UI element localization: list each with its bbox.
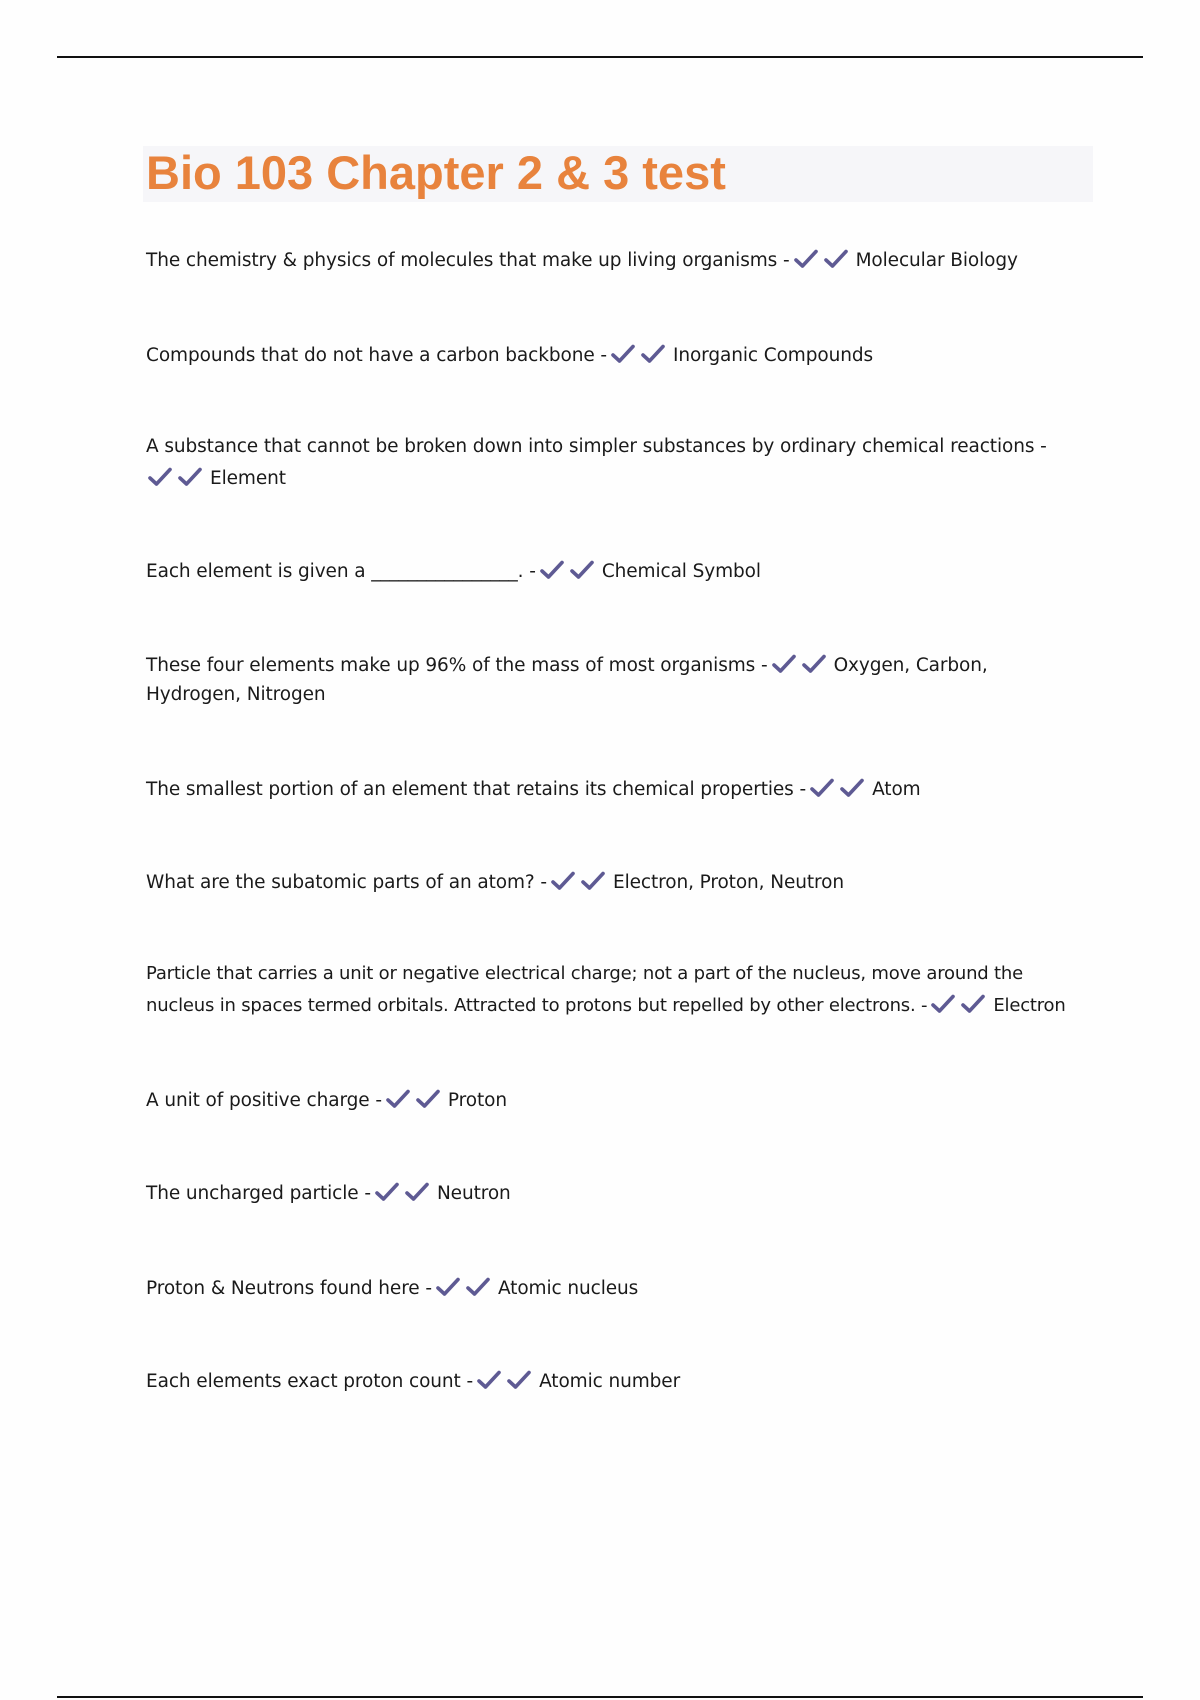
separator: - — [523, 561, 536, 582]
checkmark-icon — [581, 871, 605, 891]
checkmark-icon — [405, 1182, 429, 1202]
question-text: The uncharged particle — [146, 1183, 359, 1204]
double-check-icons — [810, 774, 870, 806]
separator: - — [755, 655, 768, 676]
checkmark-icon — [540, 560, 564, 580]
question-text: The smallest portion of an element that retains its chemical properties — [146, 779, 794, 800]
answer-text: Element — [210, 468, 286, 489]
double-check-icons — [772, 651, 832, 680]
checkmark-icon — [802, 654, 826, 674]
page-title: Bio 103 Chapter 2 & 3 test — [146, 146, 726, 199]
checkmark-icon — [148, 467, 172, 487]
answer-text: Atomic nucleus — [497, 1278, 639, 1299]
qa-item — [146, 774, 1106, 806]
separator: - — [369, 1090, 382, 1111]
separator: - — [358, 1183, 371, 1204]
checkmark-icon — [810, 778, 834, 798]
double-check-icons — [436, 1273, 496, 1305]
double-check-icons — [540, 556, 600, 588]
question-text: A substance that cannot be broken down into simpler substances by ordinary chemical reactions — [146, 436, 1035, 457]
qa-item — [146, 556, 1106, 588]
separator: - — [793, 779, 807, 800]
separator: - — [915, 995, 928, 1016]
question-text: Particle that carries a unit or negative electrical charge; not a part of the nucleus, move around the nucleus in spaces termed orbitals. Attracted to protons but repelled by other electrons. — [146, 963, 1023, 1016]
answer-text: Atomic number — [539, 1371, 681, 1392]
qa-item — [146, 431, 1106, 495]
qa-item — [146, 245, 1106, 277]
question-text: The chemistry & physics of molecules that make up living organisms — [146, 250, 778, 271]
separator: - — [534, 872, 547, 893]
answer-text: Oxygen, Carbon, Hydrogen, Nitrogen — [146, 655, 988, 705]
qa-item — [146, 1085, 1106, 1117]
checkmark-icon — [551, 871, 575, 891]
answer-text: Molecular Biology — [855, 250, 1018, 271]
checkmark-icon — [824, 249, 848, 269]
double-check-icons — [931, 990, 991, 1022]
answer-text: Proton — [447, 1090, 507, 1111]
checkmark-icon — [375, 1182, 399, 1202]
answer-text: Inorganic Compounds — [672, 345, 873, 366]
checkmark-icon — [840, 778, 864, 798]
answer-text: Electron — [993, 995, 1066, 1016]
separator: - — [594, 345, 607, 366]
question-text: Proton & Neutrons found here — [146, 1278, 420, 1299]
checkmark-icon — [477, 1370, 501, 1390]
qa-item — [146, 340, 1106, 372]
separator: - — [777, 250, 790, 271]
checkmark-icon — [794, 249, 818, 269]
checkmark-icon — [931, 994, 955, 1014]
checkmark-icon — [178, 467, 202, 487]
question-text: Each element is given a ________________. — [146, 561, 524, 582]
question-text: These four elements make up 96% of the mass of most organisms — [146, 655, 756, 676]
double-check-icons — [794, 245, 854, 277]
double-check-icons — [477, 1366, 537, 1398]
answer-text: Electron, Proton, Neutron — [612, 872, 844, 893]
qa-item — [146, 1366, 1106, 1398]
double-check-icons — [375, 1178, 435, 1210]
checkmark-icon — [641, 344, 665, 364]
checkmark-icon — [466, 1277, 490, 1297]
qa-item — [146, 867, 1106, 899]
question-text: Each elements exact proton count — [146, 1371, 461, 1392]
qa-item — [146, 1178, 1106, 1210]
question-text: Compounds that do not have a carbon backbone — [146, 345, 595, 366]
qa-item — [146, 651, 1076, 709]
checkmark-icon — [570, 560, 594, 580]
double-check-icons — [148, 463, 208, 495]
separator: - — [419, 1278, 432, 1299]
qa-item — [146, 1273, 1106, 1305]
answer-text: Atom — [872, 779, 921, 800]
answer-text: Chemical Symbol — [601, 561, 761, 582]
checkmark-icon — [507, 1370, 531, 1390]
checkmark-icon — [772, 654, 796, 674]
bottom-rule — [57, 1696, 1143, 1698]
separator: - — [1034, 436, 1047, 457]
double-check-icons — [386, 1085, 446, 1117]
checkmark-icon — [611, 344, 635, 364]
separator: - — [460, 1371, 474, 1392]
double-check-icons — [551, 867, 611, 899]
question-text: What are the subatomic parts of an atom? — [146, 872, 535, 893]
checkmark-icon — [436, 1277, 460, 1297]
answer-text: Neutron — [436, 1183, 511, 1204]
qa-item — [146, 958, 1096, 1022]
checkmark-icon — [961, 994, 985, 1014]
question-text: A unit of positive charge — [146, 1090, 370, 1111]
checkmark-icon — [416, 1089, 440, 1109]
checkmark-icon — [386, 1089, 410, 1109]
double-check-icons — [611, 340, 671, 372]
top-rule — [57, 56, 1143, 58]
